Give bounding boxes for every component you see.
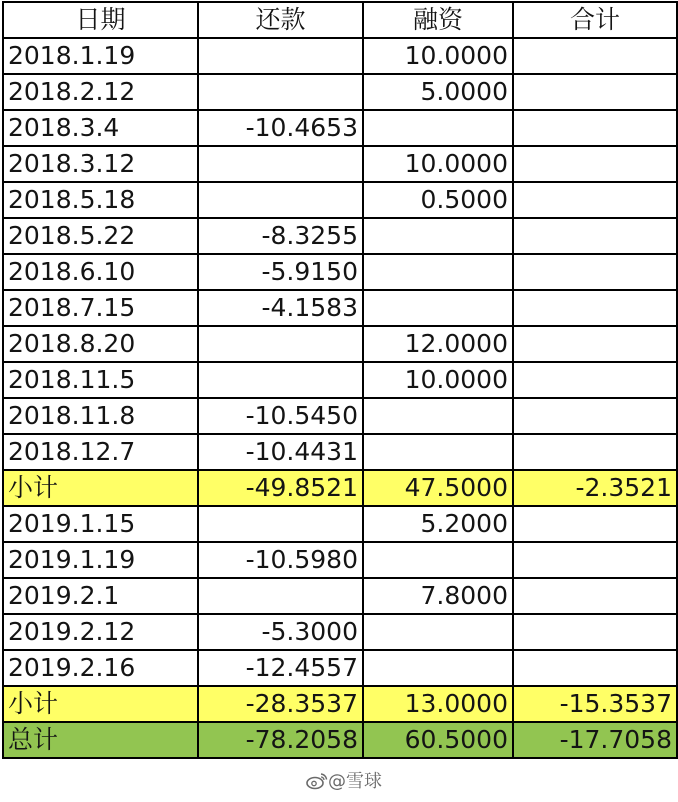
date-cell: 2018.7.15 xyxy=(3,290,198,326)
table-row xyxy=(3,434,677,470)
date-cell: 2018.3.12 xyxy=(3,146,198,182)
table-row xyxy=(3,74,677,110)
repay-cell: -10.5980 xyxy=(198,542,363,578)
date-cell: 2018.8.20 xyxy=(3,326,198,362)
date-cell: 2018.2.12 xyxy=(3,74,198,110)
header-repay: 还款 xyxy=(198,2,363,38)
table-row xyxy=(3,398,677,434)
total-cell xyxy=(513,578,677,614)
finance-cell xyxy=(363,542,513,578)
total-cell xyxy=(513,254,677,290)
date-cell: 2019.2.1 xyxy=(3,578,198,614)
total-cell xyxy=(513,74,677,110)
weibo-icon xyxy=(306,772,328,790)
total-cell: -15.3537 xyxy=(513,686,677,722)
date-cell: 2018.5.22 xyxy=(3,218,198,254)
date-cell: 2019.1.19 xyxy=(3,542,198,578)
repay-cell: -5.3000 xyxy=(198,614,363,650)
finance-cell: 0.5000 xyxy=(363,182,513,218)
date-cell: 2018.1.19 xyxy=(3,38,198,74)
total-cell xyxy=(513,218,677,254)
date-cell: 2019.1.15 xyxy=(3,506,198,542)
repay-cell: -5.9150 xyxy=(198,254,363,290)
repay-cell xyxy=(198,506,363,542)
table-row xyxy=(3,182,677,218)
finance-cell xyxy=(363,650,513,686)
finance-cell: 47.5000 xyxy=(363,470,513,506)
total-cell xyxy=(513,614,677,650)
total-cell xyxy=(513,542,677,578)
repay-cell xyxy=(198,578,363,614)
repay-cell xyxy=(198,74,363,110)
total-cell: -2.3521 xyxy=(513,470,677,506)
finance-cell: 10.0000 xyxy=(363,362,513,398)
finance-cell: 10.0000 xyxy=(363,146,513,182)
repay-cell: -10.4653 xyxy=(198,110,363,146)
table-row xyxy=(3,110,677,146)
total-cell xyxy=(513,38,677,74)
repay-cell: -78.2058 xyxy=(198,722,363,758)
finance-cell xyxy=(363,110,513,146)
header-date: 日期 xyxy=(3,2,198,38)
subtotal-row xyxy=(3,470,677,506)
header-row xyxy=(3,2,677,38)
table-row xyxy=(3,578,677,614)
finance-cell: 5.0000 xyxy=(363,74,513,110)
finance-cell: 13.0000 xyxy=(363,686,513,722)
finance-cell: 10.0000 xyxy=(363,38,513,74)
total-cell xyxy=(513,326,677,362)
finance-cell: 12.0000 xyxy=(363,326,513,362)
date-cell: 2018.12.7 xyxy=(3,434,198,470)
finance-cell xyxy=(363,254,513,290)
finance-cell: 7.8000 xyxy=(363,578,513,614)
finance-cell xyxy=(363,290,513,326)
table-row xyxy=(3,254,677,290)
total-cell xyxy=(513,146,677,182)
loan-table xyxy=(2,1,678,759)
total-cell xyxy=(513,182,677,218)
date-cell: 2019.2.12 xyxy=(3,614,198,650)
repay-cell: -10.4431 xyxy=(198,434,363,470)
table-row xyxy=(3,614,677,650)
repay-cell xyxy=(198,182,363,218)
total-cell xyxy=(513,362,677,398)
row-label: 小计 xyxy=(3,686,198,722)
finance-cell: 60.5000 xyxy=(363,722,513,758)
finance-cell: 5.2000 xyxy=(363,506,513,542)
repay-cell: -28.3537 xyxy=(198,686,363,722)
repay-cell: -4.1583 xyxy=(198,290,363,326)
table-row xyxy=(3,650,677,686)
table-row xyxy=(3,506,677,542)
repay-cell xyxy=(198,38,363,74)
date-cell: 2018.5.18 xyxy=(3,182,198,218)
total-cell xyxy=(513,650,677,686)
repay-cell xyxy=(198,146,363,182)
header-finance: 融资 xyxy=(363,2,513,38)
repay-cell xyxy=(198,326,363,362)
finance-cell xyxy=(363,614,513,650)
finance-cell xyxy=(363,398,513,434)
repay-cell xyxy=(198,362,363,398)
total-cell xyxy=(513,110,677,146)
date-cell: 2018.11.8 xyxy=(3,398,198,434)
table-row xyxy=(3,290,677,326)
watermark-text: @雪球 xyxy=(328,771,382,792)
watermark xyxy=(306,767,382,793)
total-cell xyxy=(513,506,677,542)
total-cell xyxy=(513,398,677,434)
row-label: 总计 xyxy=(3,722,198,758)
repay-cell: -10.5450 xyxy=(198,398,363,434)
table-row xyxy=(3,146,677,182)
repay-cell: -12.4557 xyxy=(198,650,363,686)
repay-cell: -8.3255 xyxy=(198,218,363,254)
total-cell: -17.7058 xyxy=(513,722,677,758)
table-body xyxy=(3,38,677,758)
table-row xyxy=(3,542,677,578)
header-total: 合计 xyxy=(513,2,677,38)
repay-cell: -49.8521 xyxy=(198,470,363,506)
date-cell: 2018.11.5 xyxy=(3,362,198,398)
subtotal-row xyxy=(3,686,677,722)
finance-cell xyxy=(363,434,513,470)
date-cell: 2018.3.4 xyxy=(3,110,198,146)
total-cell xyxy=(513,290,677,326)
table-row xyxy=(3,326,677,362)
table-row xyxy=(3,38,677,74)
total-cell xyxy=(513,434,677,470)
date-cell: 2019.2.16 xyxy=(3,650,198,686)
table-row xyxy=(3,218,677,254)
date-cell: 2018.6.10 xyxy=(3,254,198,290)
finance-cell xyxy=(363,218,513,254)
table-row xyxy=(3,362,677,398)
total-row xyxy=(3,722,677,758)
row-label: 小计 xyxy=(3,470,198,506)
